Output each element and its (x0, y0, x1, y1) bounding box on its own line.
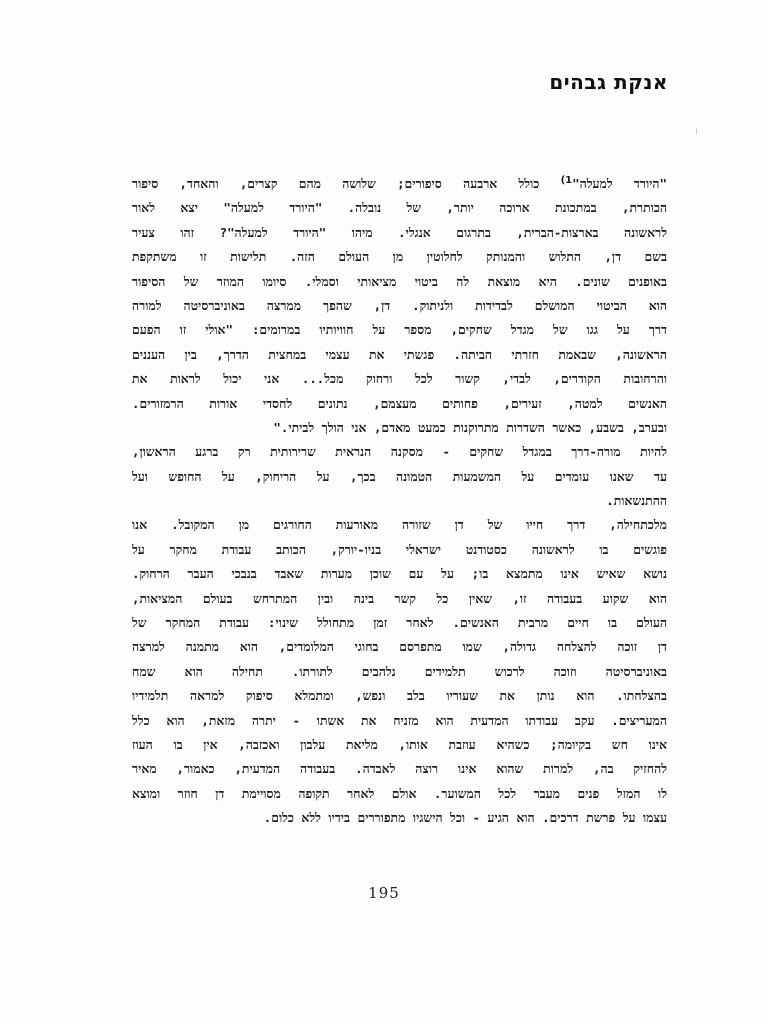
text-line: אינו חש בקיומה; כשהיא עוזבת אותו, מליאת עלבון ואכזבה, אין בו העוז (132, 736, 667, 752)
text-line: העולם בו חיים מרבית האנשים. לאחר זמן מתחולל שינוי: עבודת המחקר של (132, 615, 667, 631)
text-line: להחזיק בה, למרות שהוא אינו רוצה לאבדה. בעבודה המדעית, כאמור, מאיר (132, 761, 667, 777)
text-line: באוניברסיטה וזוכה לרכוש תלמידים נלהבים לתורתו. תחילה הוא שמח (132, 663, 667, 679)
text-line: בהצלחתו. הוא נותן את שעוריו בלב ונפש, ומתמלא סיפוק למראה תלמידיו (132, 688, 667, 704)
text-line: הראשונה, שבאמת חזרתי הביתה. פגשתי את עצמי במחצית הדרך, בין העננים (132, 346, 667, 362)
text-line: לו המזל פנים מעבר לכל המשוער. אולם לאחר תקופה מסויימת דן חוזר ומוצא (132, 785, 667, 801)
text-line: והרחובות הקודרים, לבדי, קשור לכל ורחוק מכל... אני יכול לראות את (132, 371, 667, 387)
text-line: המעריצים. עקב עבודתו המדעית הוא מזניח את אשתו - יתרה מזאת, הוא כלל (132, 712, 667, 728)
text-line: פוגשים בו לראשונה כסטודנט ישראלי בניו-יורק, הכותב עבודת מחקר על (132, 541, 667, 557)
footnote-reference: 1) (560, 174, 573, 186)
text-line: "היורד למעלה"$^{1)}$ כולל ארבעה סיפורים; שלושה מהם קצרים, והאחד, סיפור (132, 174, 667, 191)
text-line: ובערב, בשבע, כאשר השדרות מתרוקנות כמעט מאדם, אני הולך לביתי." (273, 419, 667, 435)
text-line: הוא הביטוי המושלם לבדידות ולניתוק. דן, שהפך ממרצה באוניברסיטה למורה (132, 297, 667, 313)
text-line: האנשים למטה, זעירים, פחותים מעצמם, נתונים לחסדי אורות הרמזורים. (132, 395, 667, 411)
text-line: באופנים שונים. היא מוצאת לה ביטוי מציאותי וסמלי. סיומו המוזר של הסיפור (132, 273, 667, 289)
margin-mark (696, 128, 697, 134)
text-line: הכותרת, במתכונת ארוכה יותר, של נובלה. "היורד למעלה" יצא לאור (132, 200, 667, 216)
text-line: בשם דן, התלוש והמנותק לחלוטין מן העולם הזה. תלישות זו משתקפת (132, 249, 667, 265)
text-line: לראשונה בארצות-הברית, בתרגום אנגלי. מיהו "היורד למעלה"? זהו צעיר (132, 224, 667, 240)
text-line: עצמו על פרשת דרכים. הוא הגיע - וכל הישגיו מתפוררים בידיו ללא כלום. (263, 810, 667, 826)
text-line: דרך על גגו של מגדל שחקים, מספר על חוויותיו במרומים: "אולי זו הפעם (132, 322, 667, 338)
running-header-author: אנקת גבהים (549, 70, 668, 94)
text-line: הוא שקוע בעבודה זו, שאין כל קשר בינה ובין המתרחש בעולם המציאות, (132, 590, 667, 606)
text-line: ההתנשאות. (606, 493, 667, 509)
text-line: מלכתחילה, דרך חייו של דן שזורה מאורעות החורגים מן המקובל. אנו (132, 517, 667, 533)
body-text (132, 172, 667, 831)
page-number: 195 (368, 884, 400, 902)
text-line: עד שאנו עומדים על המשמעות הטמונה בכך, על הריחוק, על החופש ועל (132, 468, 667, 484)
text-line: נושא שאיש אינו מתמצא בו; על עם שוכן מערות שאבד בנבכי העבר הרחוק. (132, 566, 667, 582)
text-line: דן זוכה להצלחה גדולה, שמו מתפרסם בחוגי המלומדים, הוא מתמנה למרצה (132, 639, 667, 655)
text-line: להיות מורה-דרך במגדל שחקים - מסקנה הנראית שרירותית רק ברגע הראשון, (132, 444, 667, 460)
